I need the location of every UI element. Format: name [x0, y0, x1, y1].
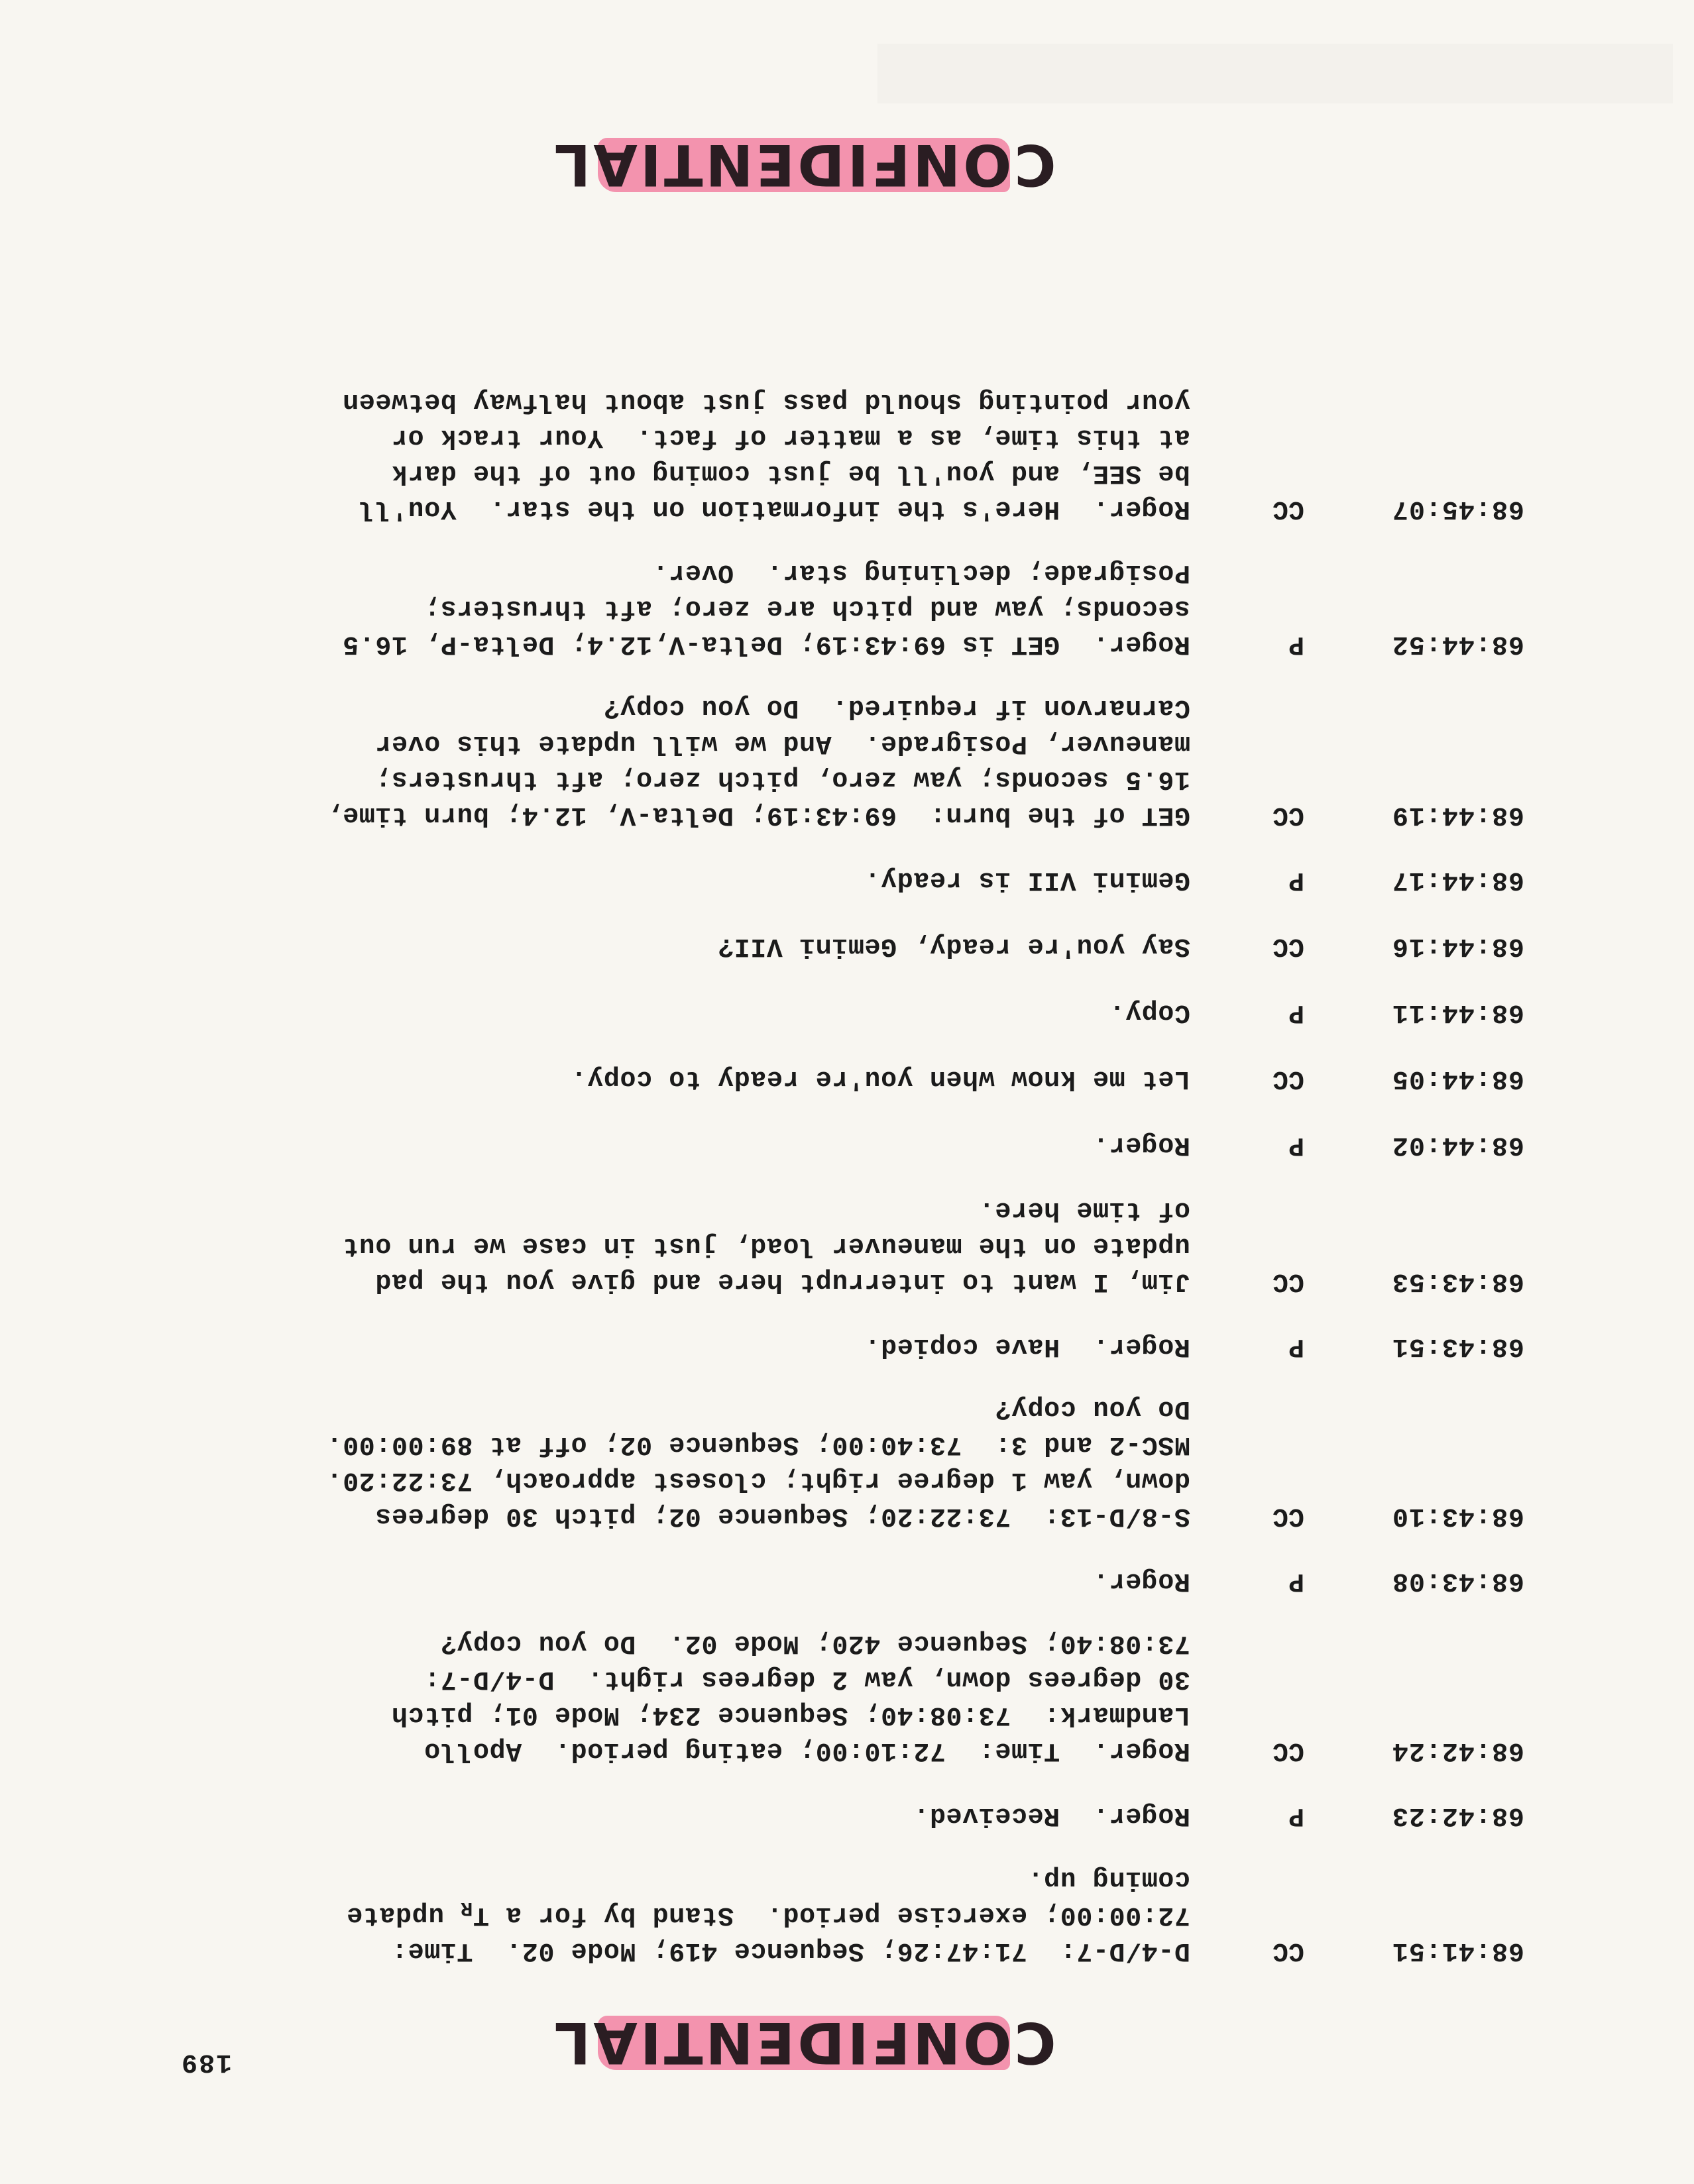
- entry-speaker: P: [1288, 1331, 1304, 1361]
- entry-speaker: CC: [1272, 1936, 1304, 1965]
- entry-line-text: 72:00:00; exercise period. Stand by for a T: [473, 1900, 1190, 1930]
- entry-line: D-4/D-7: 71:47:26; Sequence 419; Mode 02. Time:: [391, 1936, 1190, 1965]
- entry-line: Posigrade; declining star. Over.: [652, 557, 1190, 587]
- entry-line: S-8/D-13: 73:22:20; Sequence 02; pitch 30 degrees: [374, 1501, 1190, 1531]
- entry-line: Roger.: [1092, 1130, 1190, 1160]
- entry-line: Roger. Received.: [913, 1800, 1190, 1830]
- entry-time: 68:44:52: [1391, 629, 1524, 659]
- entry-line: Carnarvon if required. Do you copy?: [603, 692, 1190, 722]
- entry-line: Say you're ready, Gemini VII?: [717, 931, 1190, 961]
- entry-speaker: CC: [1272, 1735, 1304, 1765]
- entry-speaker: P: [1288, 997, 1304, 1027]
- entry-line: Copy.: [1108, 997, 1190, 1027]
- entry-line: Let me know when you're ready to copy.: [571, 1064, 1190, 1093]
- entry-speaker: P: [1288, 629, 1304, 659]
- entry-time: 68:42:23: [1391, 1800, 1524, 1830]
- entry-time: 68:43:08: [1391, 1566, 1524, 1596]
- entry-line: coming up.: [1027, 1864, 1190, 1894]
- entry-line: Gemini VII is ready.: [864, 865, 1190, 895]
- entry-line-text: update: [346, 1900, 461, 1930]
- entry-time: 68:44:16: [1391, 931, 1524, 961]
- entry-line: at this time, as a matter of fact. Your track or: [391, 422, 1190, 452]
- entry-line: 30 degrees down, yaw 2 degrees right. D-4/D-7:: [424, 1664, 1190, 1694]
- entry-line: down, yaw 1 degree right; closest approach, 73:22:20.: [325, 1465, 1190, 1495]
- entry-time: 68:44:11: [1391, 997, 1524, 1027]
- entry-time: 68:44:05: [1391, 1064, 1524, 1093]
- entry-time: 68:43:51: [1391, 1331, 1524, 1361]
- entry-line: Roger. Here's the information on the star. You'll: [359, 494, 1190, 523]
- entry-time: 68:44:19: [1391, 800, 1524, 830]
- entry-line: GET of the burn: 69:43:19; Delta-V, 12.4; burn time,: [325, 800, 1190, 830]
- entry-speaker: CC: [1272, 931, 1304, 961]
- entry-speaker: CC: [1272, 1064, 1304, 1093]
- entry-line: Landmark: 73:08:40; Sequence 234; Mode 01; pitch: [391, 1700, 1190, 1729]
- entry-line: Roger. Have copied.: [864, 1331, 1190, 1361]
- entry-speaker: P: [1288, 1800, 1304, 1830]
- confidential-label: CONFIDENTIAL: [551, 2009, 1056, 2075]
- entry-line: Roger. Time: 72:10:00; eating period. Apollo: [424, 1735, 1190, 1765]
- entry-speaker: CC: [1272, 1501, 1304, 1531]
- entry-line: be SEE, and you'll be just coming out of the dark: [391, 458, 1190, 488]
- entry-speaker: P: [1288, 865, 1304, 895]
- entry-speaker: CC: [1272, 800, 1304, 830]
- entry-line: [347, 1896, 1190, 1930]
- entry-line: 73:08:40; Sequence 420; Mode 02. Do you copy?: [440, 1628, 1190, 1658]
- entry-line: Jim, I want to interrupt here and give you the pad: [374, 1266, 1190, 1296]
- entry-time: 68:43:53: [1391, 1266, 1524, 1296]
- entry-line: MSC-2 and 3: 73:40:00; Sequence 02; off at 89:00:00.: [325, 1429, 1190, 1459]
- entry-time: 68:44:02: [1391, 1130, 1524, 1160]
- entry-line: Roger.: [1092, 1566, 1190, 1596]
- entry-line: your pointing should pass just about halfway between: [342, 386, 1190, 416]
- entry-line: seconds; yaw and pitch are zero; aft thrusters;: [424, 593, 1190, 623]
- subscript: R: [460, 1896, 473, 1919]
- entry-line: of time here.: [978, 1195, 1190, 1225]
- entry-speaker: P: [1288, 1566, 1304, 1596]
- entry-speaker: P: [1288, 1130, 1304, 1160]
- entry-speaker: CC: [1272, 1266, 1304, 1296]
- entry-speaker: CC: [1272, 494, 1304, 523]
- entry-line: 16.5 seconds; yaw zero, pitch zero; aft thrusters;: [374, 764, 1190, 794]
- entry-line: Do you copy?: [994, 1393, 1190, 1423]
- entry-time: 68:43:10: [1391, 1501, 1524, 1531]
- entry-line: maneuver, Posigrade. And we will update this over: [374, 728, 1190, 758]
- entry-time: 68:45:07: [1391, 494, 1524, 523]
- entry-line: Roger. GET is 69:43:19; Delta-V,12.4; Delta-P, 16.5: [342, 629, 1190, 659]
- confidential-stamp-bottom: [551, 131, 1056, 197]
- entry-time: 68:44:17: [1391, 865, 1524, 895]
- entry-time: 68:42:24: [1391, 1735, 1524, 1765]
- entry-line: update on the maneuver load, just in case we run out: [342, 1230, 1190, 1260]
- page-number: 189: [180, 2047, 232, 2077]
- bleed-through-smudge: [877, 44, 1673, 103]
- confidential-label: CONFIDENTIAL: [551, 131, 1056, 197]
- entry-time: 68:41:51: [1391, 1936, 1524, 1965]
